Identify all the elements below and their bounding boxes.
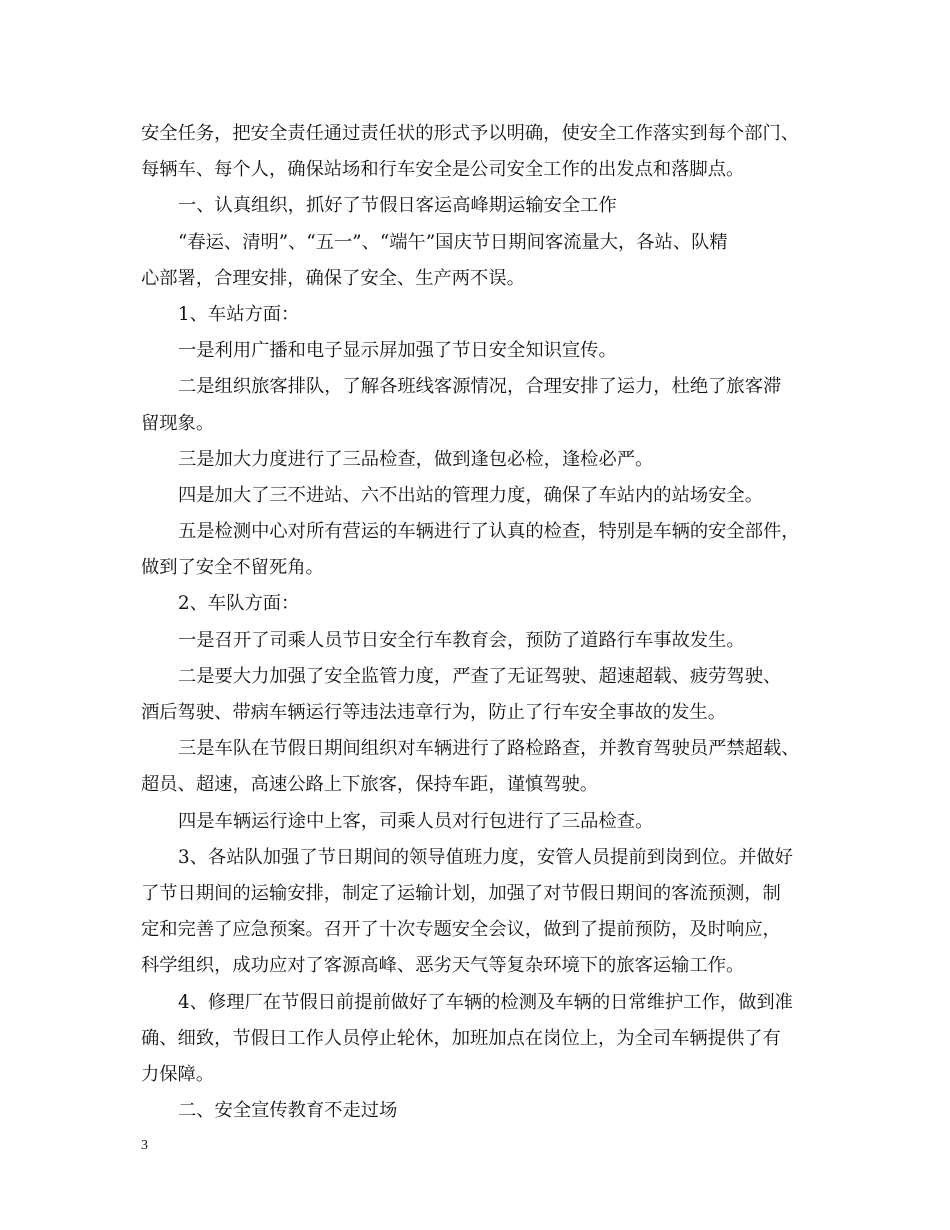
text-line: 确、细致，节假日工作人员停止轮休，加班加点在岗位上，为全司车辆提供了有	[141, 1027, 781, 1049]
text-line: 每辆车、每个人，确保站场和行车安全是公司安全工作的出发点和落脚点。	[141, 159, 745, 181]
document-body	[141, 116, 813, 1129]
text-line: 四是加大了三不进站、六不出站的管理力度，确保了车站内的站场安全。	[178, 484, 763, 506]
text-line: 三是车队在节假日期间组织对车辆进行了路检路查，并教育驾驶员严禁超载、	[178, 738, 800, 760]
text-line: 科学组织，成功应对了客源高峰、恶劣天气等复杂环境下的旅客运输工作。	[141, 955, 745, 977]
text-line: 力保障。	[141, 1063, 215, 1085]
text-line: 酒后驾驶、带病车辆运行等违法违章行为，防止了行车安全事故的发生。	[141, 702, 726, 723]
text-line: 一是召开了司乘人员节日安全行车教育会，预防了道路行车事故发生。	[178, 629, 745, 651]
text-line: 心部署，合理安排，确保了安全、生产两不误。	[141, 267, 525, 289]
text-line: 二是要大力加强了安全监管力度，严查了无证驾驶、超速超载、疲劳驾驶、	[178, 665, 782, 687]
text-line: 3、各站队加强了节日期间的领导值班力度，安管人员提前到岗到位。并做好	[178, 846, 793, 868]
text-line: 四是车辆运行途中上客，司乘人员对行包进行了三品检查。	[178, 810, 654, 832]
subsection-heading: 2、车队方面：	[178, 593, 300, 615]
section-heading: 一、认真组织，抓好了节假日客运高峰期运输安全工作	[178, 195, 617, 217]
text-line: 二是组织旅客排队，了解各班线客源情况，合理安排了运力，杜绝了旅客滞	[178, 376, 782, 398]
text-line: 三是加大力度进行了三品检查，做到逢包必检，逢检必严。	[178, 448, 654, 470]
text-line: 五是检测中心对所有营运的车辆进行了认真的检查，特别是车辆的安全部件，	[178, 521, 800, 543]
page-number: 3	[141, 1138, 148, 1153]
text-line: 做到了安全不留死角。	[141, 557, 324, 579]
text-line: 安全任务，把安全责任通过责任状的形式予以明确，使安全工作落实到每个部门、	[141, 123, 800, 144]
text-line: 4、修理厂在节假日前提前做好了车辆的检测及车辆的日常维护工作，做到准	[178, 991, 793, 1013]
text-line: 一是利用广播和电子显示屏加强了节日安全知识宣传。	[178, 340, 617, 362]
text-line: 留现象。	[141, 412, 215, 434]
text-line: 了节日期间的运输安排，制定了运输计划，加强了对节假日期间的客流预测，制	[141, 882, 781, 904]
text-line: 定和完善了应急预案。召开了十次专题安全会议，做到了提前预防，及时响应，	[141, 919, 781, 941]
subsection-heading: 1、车站方面：	[178, 303, 300, 325]
section-heading: 二、安全宣传教育不走过场	[178, 1100, 398, 1122]
text-line: 超员、超速，高速公路上下旅客，保持车距，谨慎驾驶。	[141, 774, 599, 796]
text-line: “春运、清明”、“五一”、“端午”国庆节日期间客流量大，各站、队精	[178, 231, 728, 253]
